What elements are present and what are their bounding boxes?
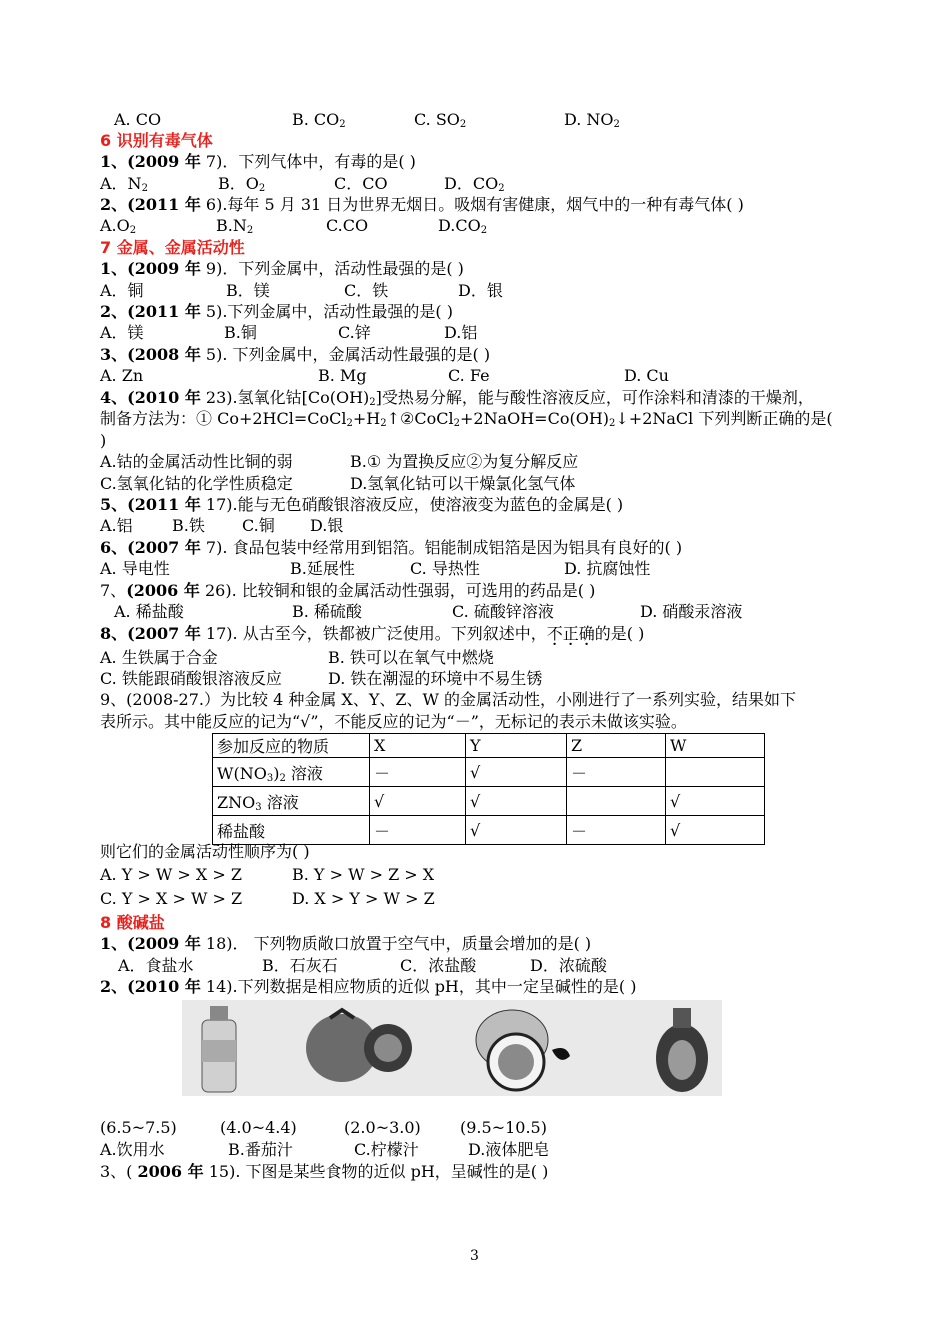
- question-7-2: 2、(2011 年 5).下列金属中，活动性最强的是( ): [100, 302, 453, 321]
- question-7-5: 5、(2011 年 17).能与无色硝酸银溶液反应，使溶液变为蓝色的金属是( ): [100, 495, 624, 514]
- question-7-4-line3: ): [100, 431, 107, 450]
- reaction-table: [212, 733, 765, 845]
- table-header: X: [370, 734, 466, 758]
- question-6-1: 1、(2009 年 7)．下列气体中，有毒的是( ): [100, 152, 416, 171]
- water-bottle-image: [202, 1006, 236, 1092]
- table-row: $W(NO_3)_2$ 溶液 － √ －: [213, 758, 765, 787]
- soap-bottle-image: [656, 1008, 708, 1092]
- section-heading-7: 7 金属、金属活动性: [100, 238, 245, 257]
- question-7-7: 7、(2006 年 26). 比较铜和银的金属活动性强弱，可选用的药品是( ): [100, 581, 596, 600]
- table-row: 稀盐酸 － √ － √: [213, 816, 765, 845]
- table-header-row: [213, 734, 765, 758]
- question-7-9-prompt: 则它们的金属活动性顺序为( ): [100, 842, 310, 861]
- document-page: A. CO B. $CO_2$ C. $SO_2$ D. $NO_2$ 6 识别有毒气体 1、(2009 年 7)．下列气体中，有毒的是( ) A．$N_2$ B．$O_2$ C．CO D．$CO_2$ 2、(2011 年 6).每年 5 月 31 日为世界无烟日。吸烟有害健康，烟气中的一种有毒气体( ) $A.O_2$ $B.N_2$ C.CO $D.CO_2$ 7 金属、金属活动性 1、(2009 年 9)．下列金属中，活动性最强的是( ) A．铜 B．镁 C．铁 D．银 2、(2011 年 5).下列金属中，活动性最强的是( ) A．镁 B.铜 C.锌 D.铝 3、(2008 年 5). 下列金属中，金属活动性最强的是( ) A. Zn B. Mg C. Fe D. Cu 4、(2010 年 23).氢氧化钴$[Co(OH)_2]$受热易分解，能与酸性溶液反应，可作涂料和清漆的干燥剂， 制备方法为：① $Co+2HCl=CoCl_2+H_2↑②CoCl_2+2NaOH=Co(OH)_2↓+2NaCl$ 下列判断正确的是( ) A.钴的金属活动性比铜的弱 B.① 为置换反应②为复分解反应 C.氢氧化钴的化学性质稳定 D.氢氧化钴可以干燥氯化氢气体 5、(2011 年 17).能与无色硝酸银溶液反应，使溶液变为蓝色的金属是( ) A.铝 B.铁 C.铜 D.银 6、(2007 年 7). 食品包装中经常用到铝箔。铝能制成铝箔是因为铝具有良好的( ) A. 导电性 B.延展性 C. 导热性 D. 抗腐蚀性 7、(2006 年 26). 比较铜和银的金属活动性强弱，可选用的药品是( ) A. 稀盐酸 B. 稀硫酸 C. 硫酸锌溶液 D. 硝酸汞溶液 8、(2007 年 17). 从古至今，铁都被广泛使用。下列叙述中，不正确的是( ) A. 生铁属于合金 B. 铁可以在氧气中燃烧 C. 铁能跟硝酸银溶液反应 D. 铁在潮湿的环境中不易生锈 9、(2008-27.）为比较 4 种金属 X、Y、Z、W 的金属活动性，小刚进行了一系列实验，结果如下 表所示。其中能反应的记为“√”，不能反应的记为“－”，无标记的表示未做该实验。 参加反应的物质 X Y Z W $W(NO_3)_2$ 溶液 － √ － $ZNO_3$ 溶液 √ √ √ 稀盐酸 － √ － √ 则它们的金属活动性顺序为( ) A. Y > W > X > Z B. Y > W > Z > X C. Y > X > W > Z D. X > Y > W > Z 8 酸碱盐 1、(2009 年 18)． 下列物质敞口放置于空气中，质量会增加的是( ) A．食盐水 B．石灰石 C．浓盐酸 D．浓硫酸 2、(2010 年 14).下列数据是相应物质的近似 pH，其中一定呈碱性的是( ) (6.5~7.5) (4.0~4.4) (2.0~3.0) (9.5~10.5) A.饮用水 B.番茄汁 C.柠檬汁 D.液体肥皂 3、( 2006 年 15). 下图是某些食物的近似 pH，呈碱性的是( ) 3: [100, 110, 833, 1264]
- question-7-9: 9、(2008-27.）为比较 4 种金属 X、Y、Z、W 的金属活动性，小刚进行了一系列实验，结果如下: [100, 690, 797, 709]
- table-header: W: [666, 734, 765, 758]
- row-label: 稀盐酸: [213, 816, 370, 845]
- row-label: $ZNO_3$ 溶液: [213, 787, 370, 816]
- section-heading-6: 6 识别有毒气体: [100, 131, 213, 150]
- question-8-3: 3、( 2006 年 15). 下图是某些食物的近似 pH，呈碱性的是( ): [100, 1162, 549, 1181]
- question-8-2: 2、(2010 年 14).下列数据是相应物质的近似 pH，其中一定呈碱性的是( ): [100, 977, 637, 996]
- table-header: 参加反应的物质: [213, 734, 370, 758]
- table-header: Z: [567, 734, 666, 758]
- tomato-image: [306, 1010, 412, 1082]
- question-8-1: 1、(2009 年 18)． 下列物质敞口放置于空气中，质量会增加的是( ): [100, 934, 592, 953]
- question-7-6: 6、(2007 年 7). 食品包装中经常用到铝箔。铝能制成铝箔是因为铝具有良好的( ): [100, 538, 683, 557]
- question-7-3: 3、(2008 年 5). 下列金属中，金属活动性最强的是( ): [100, 345, 491, 364]
- question-7-1: 1、(2009 年 9)．下列金属中，活动性最强的是( ): [100, 259, 464, 278]
- question-7-9-line2: 表所示。其中能反应的记为“√”，不能反应的记为“－”，无标记的表示未做该实验。: [100, 712, 687, 731]
- row-label: $W(NO_3)_2$ 溶液: [213, 758, 370, 787]
- table-row: $ZNO_3$ 溶液 √ √ √: [213, 787, 765, 816]
- question-7-8: 8、(2007 年 17). 从古至今，铁都被广泛使用。下列叙述中，不正确的是( ): [100, 624, 645, 643]
- question-6-2: 2、(2011 年 6).每年 5 月 31 日为世界无烟日。吸烟有害健康，烟气中的一种有毒气体( ): [100, 195, 744, 214]
- page-number: 3: [470, 1248, 479, 1264]
- table-header: Y: [466, 734, 567, 758]
- product-photo-strip: [182, 1000, 722, 1096]
- question-7-4-line2: 制备方法为：① $Co+2HCl=CoCl_2+H_2↑②CoCl_2+2NaOH=Co(OH)_2↓+2NaCl$ 下列判断正确的是(: [100, 409, 833, 429]
- lemon-image: [476, 1010, 570, 1090]
- section-heading-8: 8 酸碱盐: [100, 913, 165, 932]
- question-7-4: 4、(2010 年 23).氢氧化钴$[Co(OH)_2]$受热易分解，能与酸性溶液反应，可作涂料和清漆的干燥剂，: [100, 388, 814, 408]
